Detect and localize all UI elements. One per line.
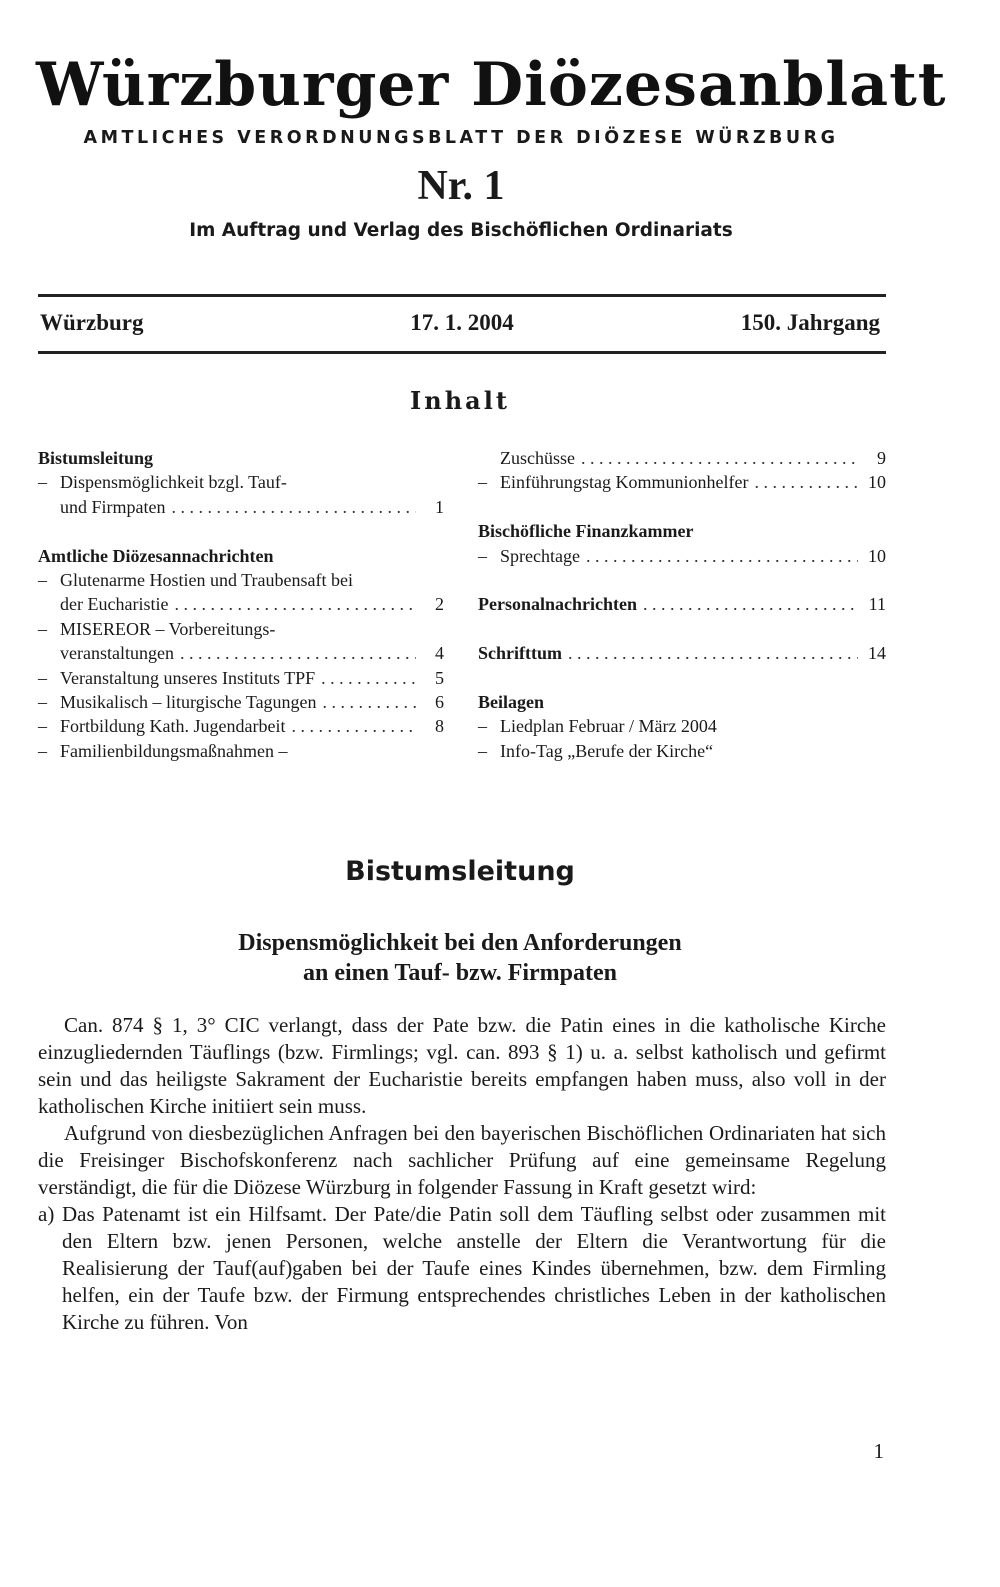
toc-section: Personalnachrichten — [478, 594, 637, 615]
issue-volume: 150. Jahrgang — [740, 310, 880, 335]
issue-number: Nr. 1 — [417, 163, 505, 209]
toc-entry-text: Dispensmöglichkeit bzgl. Tauf- — [60, 472, 287, 493]
toc-entry — [478, 714, 886, 738]
toc-entry-text: Veranstaltung unseres Instituts TPF — [60, 667, 316, 688]
toc-entry-text: Liedplan Februar / März 2004 — [500, 716, 717, 737]
toc-dash: – — [38, 667, 47, 688]
toc-entry — [38, 714, 444, 738]
toc-page-number: 4 — [435, 643, 444, 664]
toc-entry — [38, 495, 444, 519]
toc-page-number: 14 — [868, 643, 886, 664]
toc-entry-text: Info-Tag „Berufe der Kirche“ — [500, 740, 714, 761]
toc-dash: – — [478, 716, 487, 737]
toc-dash: – — [478, 472, 487, 493]
toc-dash: – — [38, 472, 47, 493]
toc-section: Amtliche Diözesannachrichten — [38, 545, 274, 566]
toc-entry — [38, 690, 444, 714]
toc-section-entry — [478, 592, 886, 616]
list-item-text: Das Patenamt ist ein Hilfsamt. Der Pate/die Patin soll dem Täufling selbst oder zusammen mit den Eltern bzw. jenen Personen, welche anstelle der Eltern die Verantwortung für die Realisierung der Tauf(auf)gaben bei der Taufe eines Kindes übernehmen, bzw. dem Firmling helfen, ein der Taufe bzw. der Firmung entsprechendes christliches Leben in der katholischen Kirche zu führen. Von — [62, 1202, 886, 1334]
toc-entry — [38, 592, 444, 616]
toc-entry — [478, 544, 886, 568]
toc-leader-dots — [581, 446, 858, 470]
toc-page-number: 2 — [435, 594, 444, 615]
list-item-label: a) — [38, 1202, 55, 1226]
toc-entry-text: Sprechtage — [500, 545, 580, 566]
toc-entry-text: Einführungstag Kommunionhelfer — [500, 472, 749, 493]
toc-entry — [478, 739, 886, 763]
toc-dash: – — [478, 740, 487, 761]
toc-entry — [38, 641, 444, 665]
toc-dash: – — [38, 618, 47, 639]
toc-leader-dots — [172, 495, 417, 519]
toc-entry — [38, 470, 444, 494]
toc-leader-dots — [174, 592, 416, 616]
toc-leader-dots — [180, 641, 416, 665]
list-item — [38, 1201, 886, 1336]
toc-leader-dots — [291, 714, 416, 738]
toc-section: Beilagen — [478, 692, 544, 712]
toc-page-number: 9 — [877, 448, 886, 468]
publisher-line: Im Auftrag und Verlag des Bischöflichen Ordinariats — [189, 220, 733, 241]
paragraph: Can. 874 § 1, 3° CIC verlangt, dass der Pate bzw. die Patin eines in die katholische Kirche einzugliedernden Täuflings (bzw. Firmlings; vgl. can. 893 § 1) u. a. selbst katholisch und gefirmt sein und das heiligste Sakrament der Eucharistie bereits empfangen haben muss, also voll in der katholischen Kirche initiiert sein muss. — [38, 1013, 886, 1118]
toc-page-number: 5 — [435, 667, 444, 688]
toc-leader-dots — [643, 592, 858, 616]
toc-entry-text: Musikalisch – liturgische Tagungen — [60, 692, 317, 713]
toc-entry — [38, 666, 444, 690]
article-title-line: Dispensmöglichkeit bei den Anforderungen — [238, 930, 682, 956]
toc-dash: – — [38, 570, 47, 591]
masthead-title: Würzburger Diözesanblatt — [36, 50, 947, 120]
article-title — [0, 928, 920, 988]
toc-entry-text: Familienbildungsmaßnahmen – — [60, 740, 288, 761]
article-body — [38, 1012, 886, 1336]
toc-section: Schrifttum — [478, 643, 562, 664]
toc-left-column — [38, 446, 444, 763]
section-heading: Bistumsleitung — [345, 856, 575, 887]
page-number: 1 — [873, 1439, 884, 1463]
toc-entry-text: und Firmpaten — [60, 496, 166, 517]
toc-entry — [38, 739, 444, 763]
toc-page-number: 11 — [868, 594, 886, 615]
toc-entry-text: MISEREOR – Vorbereitungs- — [60, 618, 276, 639]
toc-entry-text: Glutenarme Hostien und Traubensaft bei — [60, 570, 353, 591]
toc-leader-dots — [754, 470, 858, 494]
toc-leader-dots — [321, 666, 416, 690]
paragraph: Aufgrund von diesbezüglichen Anfragen bei den bayerischen Bischöflichen Ordinariaten hat sich die Freisinger Bischofskonferenz nach sachlicher Prüfung auf eine gemeinsame Regelung verständigt, die für die Diözese Würzburg in folgender Fassung in Kraft gesetzt wird: — [38, 1121, 886, 1199]
toc-entry-text: der Eucharistie — [60, 594, 169, 615]
toc-page-number: 1 — [435, 496, 444, 517]
masthead — [36, 50, 947, 241]
toc-dash: – — [478, 545, 487, 566]
toc-leader-dots — [586, 544, 858, 568]
toc-entry — [38, 617, 444, 641]
issue-date: 17. 1. 2004 — [410, 310, 514, 335]
toc-section-entry — [478, 641, 886, 665]
toc-page-number: 10 — [868, 545, 886, 566]
contents-heading: Inhalt — [410, 386, 510, 415]
toc-page-number: 8 — [435, 716, 444, 737]
toc-section: Bischöfliche Finanzkammer — [478, 521, 694, 542]
article-title-line: an einen Tauf- bzw. Firmpaten — [302, 960, 618, 986]
toc-dash: – — [38, 692, 47, 713]
toc-entry-text: veranstaltungen — [60, 643, 174, 664]
toc-page-number: 10 — [868, 472, 886, 493]
toc-right-column — [478, 446, 886, 763]
masthead-subtitle: AMTLICHES VERORDNUNGSBLATT DER DIÖZESE WÜRZBURG — [83, 128, 839, 148]
toc-page-number: 6 — [435, 692, 444, 713]
toc-section: Bistumsleitung — [38, 448, 154, 468]
issue-place: Würzburg — [40, 310, 144, 335]
toc-entry — [478, 470, 886, 494]
toc-entry-text: Fortbildung Kath. Jugendarbeit — [60, 716, 286, 737]
toc-entry — [478, 446, 886, 470]
toc-dash: – — [38, 740, 47, 761]
toc-leader-dots — [323, 690, 416, 714]
dateline — [38, 294, 886, 354]
toc-dash: – — [38, 716, 47, 737]
toc-leader-dots — [568, 641, 858, 665]
toc-entry-text: Zuschüsse — [500, 448, 575, 468]
toc-entry — [38, 568, 444, 592]
